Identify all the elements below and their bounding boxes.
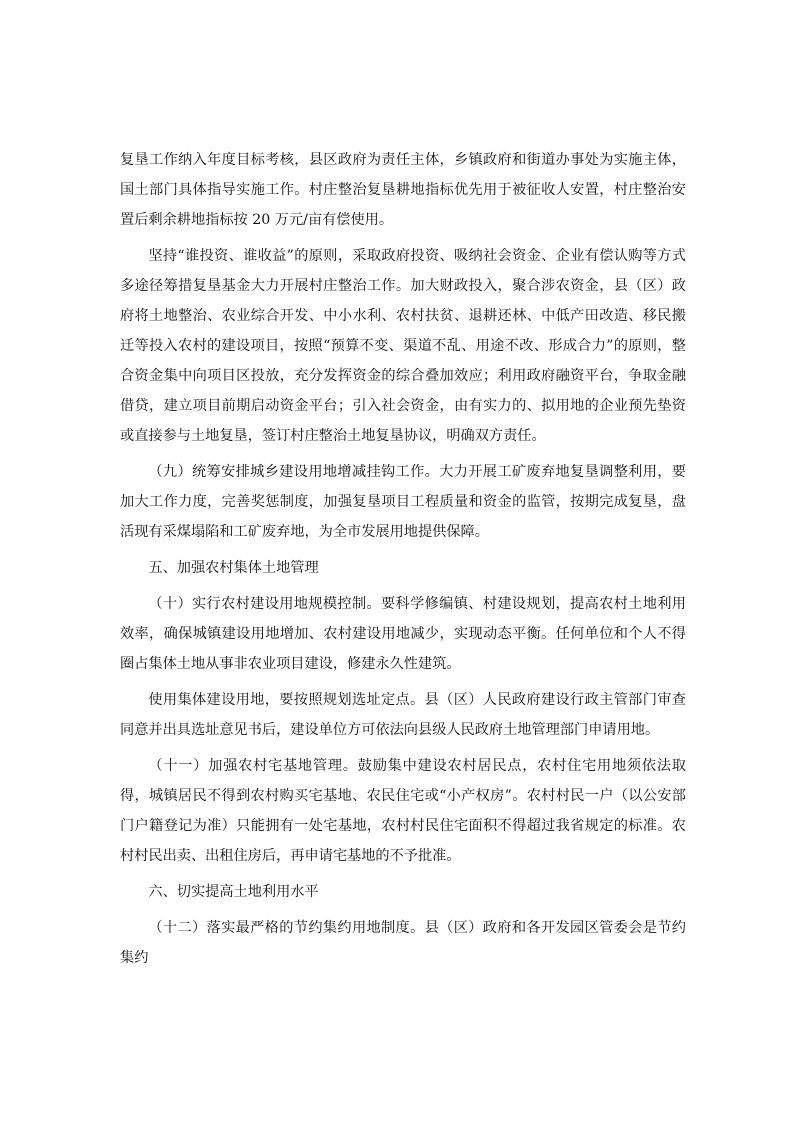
paragraph-item-11: （十一）加强农村宅基地管理。鼓励集中建设农村居民点，农村住宅用地须依法取得，城镇居民不得到农村购买宅基地、农民住宅或“小产权房”。农村村民一户（以公安部门户籍登记为准）只能拥有一处宅基地，农村村民住宅面积不得超过我省规定的标准。农村村民出卖、出租住房后，再申请宅基地的不予批准。 bbox=[120, 758, 686, 864]
section-heading-6: 六、切实提高土地利用水平 bbox=[148, 884, 319, 900]
document-body bbox=[120, 145, 686, 979]
paragraph-item-12: （十二）落实最严格的节约集约用地制度。县（区）政府和各开发园区管委会是节约集约 bbox=[120, 920, 686, 966]
paragraph-item-9: （九）统筹安排城乡建设用地增减挂钩工作。大力开展工矿废弃地复垦调整利用，要加大工作力度，完善奖惩制度，加强复垦项目工程质量和资金的监管，按期完成复垦，盘活现有采煤塌陷和工矿废弃地，为全市发展用地提供保障。 bbox=[120, 464, 686, 540]
section-heading-5: 五、加强农村集体土地管理 bbox=[148, 560, 319, 576]
paragraph-item-10: （十）实行农村建设用地规模控制。要科学修编镇、村建设规划，提高农村土地利用效率，确保城镇建设用地增加、农村建设用地减少，实现动态平衡。任何单位和个人不得圈占集体土地从事非农业项目建设，修建永久性建筑。 bbox=[120, 596, 686, 672]
paragraph-investment-principle: 坚持“谁投资、谁收益”的原则，采取政府投资、吸纳社会资金、企业有偿认购等方式多途径筹措复垦基金大力开展村庄整治工作。加大财政投入，聚合涉农资金，县（区）政府将土地整治、农业综合开发、中小水利、农村扶贫、退耕还林、中低产田改造、移民搬迁等投入农村的建设项目，按照“预算不变、渠道不乱、用途不改、形成合力”的原则，整合资金集中向项目区投放，充分发挥资金的综合叠加效应；利用政府融资平台，争取金融借贷，建立项目前期启动资金平台；引入社会资金，由有实力的、拟用地的企业预先垫资或直接参与土地复垦，签订村庄整治土地复垦协议，明确双方责任。 bbox=[120, 248, 686, 444]
paragraph-land-reclamation-assessment: 复垦工作纳入年度目标考核，县区政府为责任主体，乡镇政府和街道办事处为实施主体，国土部门具体指导实施工作。村庄整治复垦耕地指标优先用于被征收人安置，村庄整治安置后剩余耕地指标按 20 万元/亩有偿使用。 bbox=[120, 152, 686, 228]
paragraph-collective-land-use: 使用集体建设用地，要按照规划选址定点。县（区）人民政府建设行政主管部门审查同意并出具选址意见书后，建设单位方可依法向县级人民政府土地管理部门申请用地。 bbox=[120, 692, 686, 738]
